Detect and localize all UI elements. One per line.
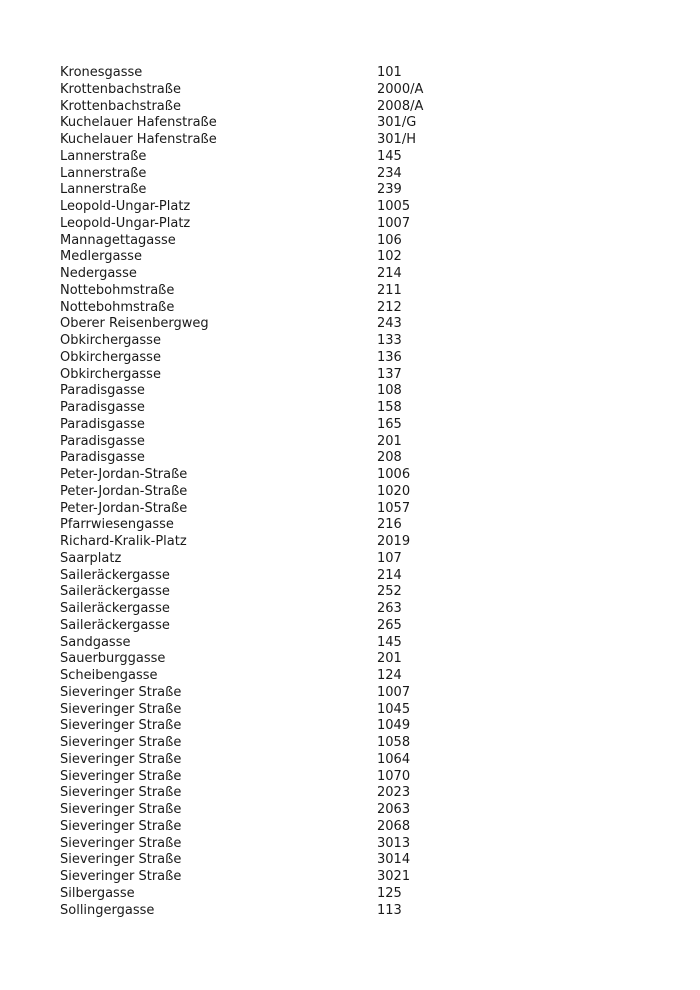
house-number-cell: 1020 (377, 483, 411, 499)
street-name-cell: Saileräckergasse (60, 617, 170, 633)
house-number-cell: 107 (377, 550, 402, 566)
table-row (60, 752, 620, 769)
house-number-cell: 3021 (377, 869, 411, 884)
street-name-cell: Lannerstraße (60, 182, 147, 198)
table-row (60, 735, 620, 752)
street-name-cell: Lannerstraße (60, 165, 147, 181)
street-name-cell: Sieveringer Straße (60, 835, 182, 851)
table-row (60, 467, 620, 484)
table-row (60, 450, 620, 467)
street-name-cell: Sieveringer Straße (60, 768, 182, 784)
street-name-cell: Saarplatz (60, 550, 122, 566)
street-name-cell: Obkirchergasse (60, 366, 161, 382)
street-name-cell: Sandgasse (60, 634, 131, 650)
table-row (60, 651, 620, 668)
street-name-cell: Sieveringer Straße (60, 718, 182, 734)
street-name-cell: Peter-Jordan-Straße (60, 467, 188, 482)
street-name-cell: Paradisgasse (60, 416, 145, 432)
street-name-cell: Krottenbachstraße (60, 98, 181, 114)
house-number-cell: 133 (377, 333, 402, 348)
street-name-cell: Krottenbachstraße (60, 81, 181, 97)
house-number-cell: 145 (377, 634, 402, 650)
house-number-cell: 239 (377, 182, 402, 198)
table-row (60, 300, 620, 317)
house-number-cell: 1006 (377, 467, 411, 482)
street-name-cell: Sieveringer Straße (60, 818, 182, 834)
house-number-cell: 2000/A (377, 81, 424, 97)
street-name-cell: Sieveringer Straße (60, 684, 182, 700)
table-row (60, 99, 620, 116)
house-number-cell: 208 (377, 450, 402, 466)
table-row (60, 551, 620, 568)
table-row (60, 702, 620, 719)
house-number-cell: 214 (377, 266, 402, 281)
house-number-cell: 158 (377, 400, 402, 415)
street-name-cell: Nottebohmstraße (60, 282, 175, 298)
table-row (60, 350, 620, 367)
street-name-cell: Paradisgasse (60, 450, 145, 466)
street-name-cell: Silbergasse (60, 885, 135, 901)
street-name-cell: Obkirchergasse (60, 349, 161, 365)
street-name-cell: Sieveringer Straße (60, 785, 182, 801)
table-row (60, 82, 620, 99)
house-number-cell: 2068 (377, 818, 411, 834)
street-name-cell: Sieveringer Straße (60, 751, 182, 767)
table-row (60, 400, 620, 417)
street-name-cell: Nedergasse (60, 266, 137, 281)
house-number-cell: 145 (377, 148, 402, 164)
table-row (60, 149, 620, 166)
house-number-cell: 252 (377, 584, 402, 600)
table-row (60, 534, 620, 551)
house-number-cell: 108 (377, 383, 402, 399)
house-number-cell: 1045 (377, 701, 411, 717)
table-row (60, 635, 620, 652)
house-number-cell: 265 (377, 617, 402, 633)
house-number-cell: 2063 (377, 802, 411, 817)
table-row (60, 785, 620, 802)
house-number-cell: 1057 (377, 500, 411, 516)
house-number-cell: 301/H (377, 132, 416, 147)
table-row (60, 115, 620, 132)
street-name-cell: Oberer Reisenbergweg (60, 316, 209, 332)
house-number-cell: 113 (377, 902, 402, 918)
house-number-cell: 137 (377, 366, 402, 382)
house-number-cell: 1007 (377, 215, 411, 231)
table-row (60, 802, 620, 819)
street-name-cell: Leopold-Ungar-Platz (60, 215, 191, 231)
street-name-cell: Richard-Kralik-Platz (60, 534, 187, 549)
street-name-cell: Sollingergasse (60, 902, 155, 918)
house-number-cell: 165 (377, 416, 402, 432)
table-row (60, 852, 620, 869)
street-name-cell: Sieveringer Straße (60, 869, 182, 884)
house-number-cell: 1064 (377, 751, 411, 767)
table-row (60, 166, 620, 183)
house-number-cell: 2023 (377, 785, 411, 801)
house-number-cell: 263 (377, 601, 402, 616)
house-number-cell: 214 (377, 567, 402, 583)
table-row (60, 316, 620, 333)
house-number-cell: 124 (377, 668, 402, 683)
house-number-cell: 301/G (377, 115, 417, 131)
table-row (60, 199, 620, 216)
table-row (60, 685, 620, 702)
table-row (60, 584, 620, 601)
street-name-cell: Kuchelauer Hafenstraße (60, 132, 217, 147)
house-number-cell: 216 (377, 517, 402, 533)
house-number-cell: 3013 (377, 835, 411, 851)
house-number-cell: 1007 (377, 684, 411, 700)
house-number-cell: 106 (377, 232, 402, 248)
street-name-cell: Saileräckergasse (60, 567, 170, 583)
table-row (60, 283, 620, 300)
street-name-cell: Lannerstraße (60, 148, 147, 164)
house-number-cell: 125 (377, 885, 402, 901)
street-name-cell: Scheibengasse (60, 668, 158, 683)
house-number-cell: 1005 (377, 199, 411, 214)
house-number-cell: 101 (377, 65, 402, 80)
table-row (60, 618, 620, 635)
table-row (60, 668, 620, 685)
street-number-table (60, 65, 620, 919)
table-row (60, 484, 620, 501)
house-number-cell: 3014 (377, 852, 411, 868)
house-number-cell: 1058 (377, 735, 411, 750)
table-row (60, 266, 620, 283)
street-name-cell: Sieveringer Straße (60, 735, 182, 750)
street-name-cell: Leopold-Ungar-Platz (60, 199, 191, 214)
street-name-cell: Pfarrwiesengasse (60, 517, 174, 533)
table-row (60, 132, 620, 149)
house-number-cell: 1070 (377, 768, 411, 784)
table-row (60, 216, 620, 233)
street-name-cell: Paradisgasse (60, 400, 145, 415)
table-row (60, 769, 620, 786)
street-name-cell: Medlergasse (60, 249, 142, 265)
street-name-cell: Peter-Jordan-Straße (60, 500, 188, 516)
table-row (60, 367, 620, 384)
house-number-cell: 211 (377, 282, 402, 298)
table-row (60, 819, 620, 836)
house-number-cell: 2019 (377, 534, 411, 549)
house-number-cell: 212 (377, 299, 402, 315)
table-row (60, 718, 620, 735)
table-row (60, 869, 620, 886)
table-row (60, 501, 620, 518)
street-name-cell: Peter-Jordan-Straße (60, 483, 188, 499)
street-name-cell: Paradisgasse (60, 383, 145, 399)
street-name-cell: Paradisgasse (60, 433, 145, 449)
house-number-cell: 243 (377, 316, 402, 332)
table-row (60, 568, 620, 585)
house-number-cell: 102 (377, 249, 402, 265)
table-row (60, 434, 620, 451)
table-row (60, 383, 620, 400)
street-name-cell: Mannagettagasse (60, 232, 176, 248)
table-row (60, 903, 620, 920)
table-row (60, 886, 620, 903)
street-name-cell: Sauerburggasse (60, 651, 166, 667)
street-name-cell: Kuchelauer Hafenstraße (60, 115, 217, 131)
table-row (60, 333, 620, 350)
table-row (60, 601, 620, 618)
table-row (60, 836, 620, 853)
street-name-cell: Obkirchergasse (60, 333, 161, 348)
table-row (60, 417, 620, 434)
house-number-cell: 2008/A (377, 98, 424, 114)
house-number-cell: 1049 (377, 718, 411, 734)
table-row (60, 517, 620, 534)
street-name-cell: Saileräckergasse (60, 584, 170, 600)
table-row (60, 249, 620, 266)
house-number-cell: 136 (377, 349, 402, 365)
table-row (60, 182, 620, 199)
house-number-cell: 201 (377, 433, 402, 449)
table-row (60, 233, 620, 250)
street-name-cell: Sieveringer Straße (60, 802, 182, 817)
street-name-cell: Sieveringer Straße (60, 852, 182, 868)
table-row (60, 65, 620, 82)
street-name-cell: Sieveringer Straße (60, 701, 182, 717)
house-number-cell: 234 (377, 165, 402, 181)
street-name-cell: Kronesgasse (60, 65, 143, 80)
street-name-cell: Nottebohmstraße (60, 299, 175, 315)
house-number-cell: 201 (377, 651, 402, 667)
street-name-cell: Saileräckergasse (60, 601, 170, 616)
